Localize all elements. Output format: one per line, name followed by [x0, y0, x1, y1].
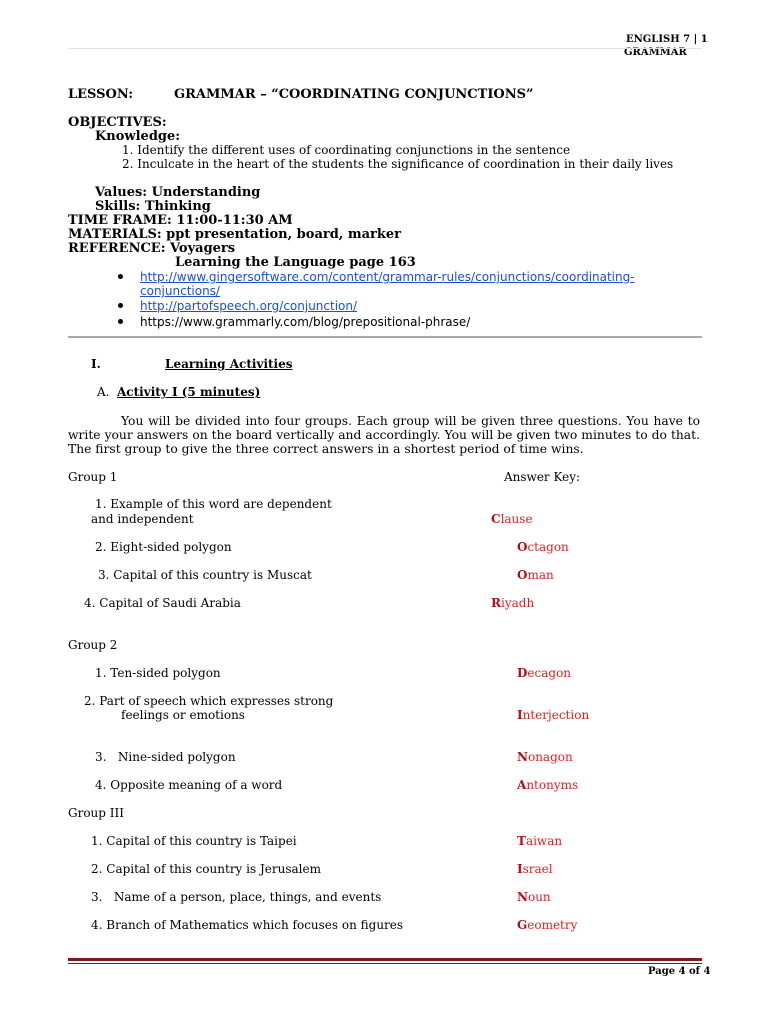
answer-rest: ecagon [527, 666, 572, 680]
values-line: Values: Understanding [95, 185, 261, 200]
objectives-heading: OBJECTIVES: [68, 115, 167, 130]
answer-initial: O [517, 568, 528, 582]
knowledge-item: 2. Inculcate in the heart of the students the significance of coordination in their daily lives [122, 157, 674, 171]
question: 4. Opposite meaning of a word [95, 778, 283, 792]
header-rule [68, 48, 702, 49]
answer-rest: aiwan [525, 834, 563, 848]
answer-rest: oun [527, 890, 551, 904]
question: 3. Name of a person, place, things, and events [91, 890, 382, 904]
question: 3. Capital of this country is Muscat [98, 568, 312, 582]
footer-rule [68, 958, 702, 961]
question: 4. Branch of Mathematics which focuses on figures [91, 918, 404, 932]
answer-rest: srael [522, 862, 553, 876]
answer-rest: man [527, 568, 554, 582]
answer [517, 540, 569, 554]
question: 1. Ten-sided polygon [95, 666, 221, 680]
link-grammarly: https://www.grammarly.com/blog/prepositional-phrase/ [140, 315, 471, 329]
header-subtitle: GRAMMAR [624, 47, 687, 58]
answer-initial: N [517, 750, 528, 764]
page-number: Page 4 of 4 [648, 966, 711, 977]
answer-initial: C [491, 512, 501, 526]
activity-letter: A. [97, 385, 110, 399]
reference: REFERENCE: Voyagers [68, 241, 236, 256]
answer [517, 778, 578, 792]
answer-initial: I [517, 862, 523, 876]
answer-initial: G [517, 918, 528, 932]
answer [517, 750, 573, 764]
answer [517, 890, 551, 904]
group-heading: Group 1 [68, 470, 118, 484]
activity-title: Activity I (5 minutes) [117, 385, 261, 399]
answer [517, 568, 554, 582]
answer [517, 708, 589, 722]
answer [517, 834, 562, 848]
answer [517, 862, 553, 876]
answer [491, 596, 534, 610]
question: 2. Part of speech which expresses strong [84, 694, 334, 708]
answer-initial: A [517, 778, 527, 792]
answer-key-label: Answer Key: [504, 470, 581, 484]
answer [517, 918, 577, 932]
answer-rest: eometry [527, 918, 578, 932]
question: 3. Nine-sided polygon [95, 750, 236, 764]
knowledge-label: Knowledge: [95, 129, 181, 144]
link-partofspeech[interactable]: http://partofspeech.org/conjunction/ [140, 299, 358, 313]
lesson-label: LESSON: [68, 87, 134, 102]
answer-rest: lause [500, 512, 533, 526]
answer [491, 512, 533, 526]
answer [517, 666, 571, 680]
answer-initial: R [491, 596, 501, 610]
link-gingersoftware-cont[interactable]: conjunctions/ [140, 284, 220, 298]
time-frame: TIME FRAME: 11:00-11:30 AM [68, 213, 293, 228]
skills-line: Skills: Thinking [95, 199, 211, 214]
reference-line2: Learning the Language page 163 [175, 255, 416, 270]
answer-initial: T [517, 834, 526, 848]
question-cont: and independent [91, 512, 194, 526]
answer-initial: O [517, 540, 528, 554]
question: 4. Capital of Saudi Arabia [84, 596, 241, 610]
materials: MATERIALS: ppt presentation, board, marker [68, 227, 402, 242]
question-cont: feelings or emotions [121, 708, 245, 722]
answer-rest: ctagon [527, 540, 569, 554]
lesson-title: GRAMMAR – “COORDINATING CONJUNCTIONS” [174, 87, 534, 102]
knowledge-item: 1. Identify the different uses of coordinating conjunctions in the sentence [122, 143, 571, 157]
answer-rest: ntonyms [526, 778, 579, 792]
answer-initial: N [517, 890, 528, 904]
question: 2. Capital of this country is Jerusalem [91, 862, 321, 876]
answer-rest: nterjection [522, 708, 590, 722]
answer-rest: onagon [527, 750, 573, 764]
bullet-icon [118, 319, 123, 324]
group-heading: Group 2 [68, 638, 118, 652]
group-heading: Group III [68, 806, 124, 820]
question: 1. Capital of this country is Taipei [91, 834, 297, 848]
bullet-icon [118, 303, 123, 308]
answer-rest: iyadh [500, 596, 535, 610]
section-numeral: I. [91, 357, 101, 371]
activity-instructions: You will be divided into four groups. Each group will be given three questions. You have to write your answers on the board vertically and accordingly. You will be given two minutes to do that. The first group to give the three correct answers in a shortest period of time wins. [68, 414, 700, 456]
footer-rule-thin [68, 963, 702, 964]
answer-initial: D [517, 666, 528, 680]
section-title: Learning Activities [165, 357, 293, 371]
link-gingersoftware[interactable]: http://www.gingersoftware.com/content/grammar-rules/conjunctions/coordinating- [140, 270, 635, 284]
question: 1. Example of this word are dependent [95, 497, 332, 511]
header-title: ENGLISH 7 | 1 [626, 34, 708, 45]
answer-initial: I [517, 708, 523, 722]
bullet-icon [118, 274, 123, 279]
section-divider [68, 336, 702, 338]
question: 2. Eight-sided polygon [95, 540, 232, 554]
